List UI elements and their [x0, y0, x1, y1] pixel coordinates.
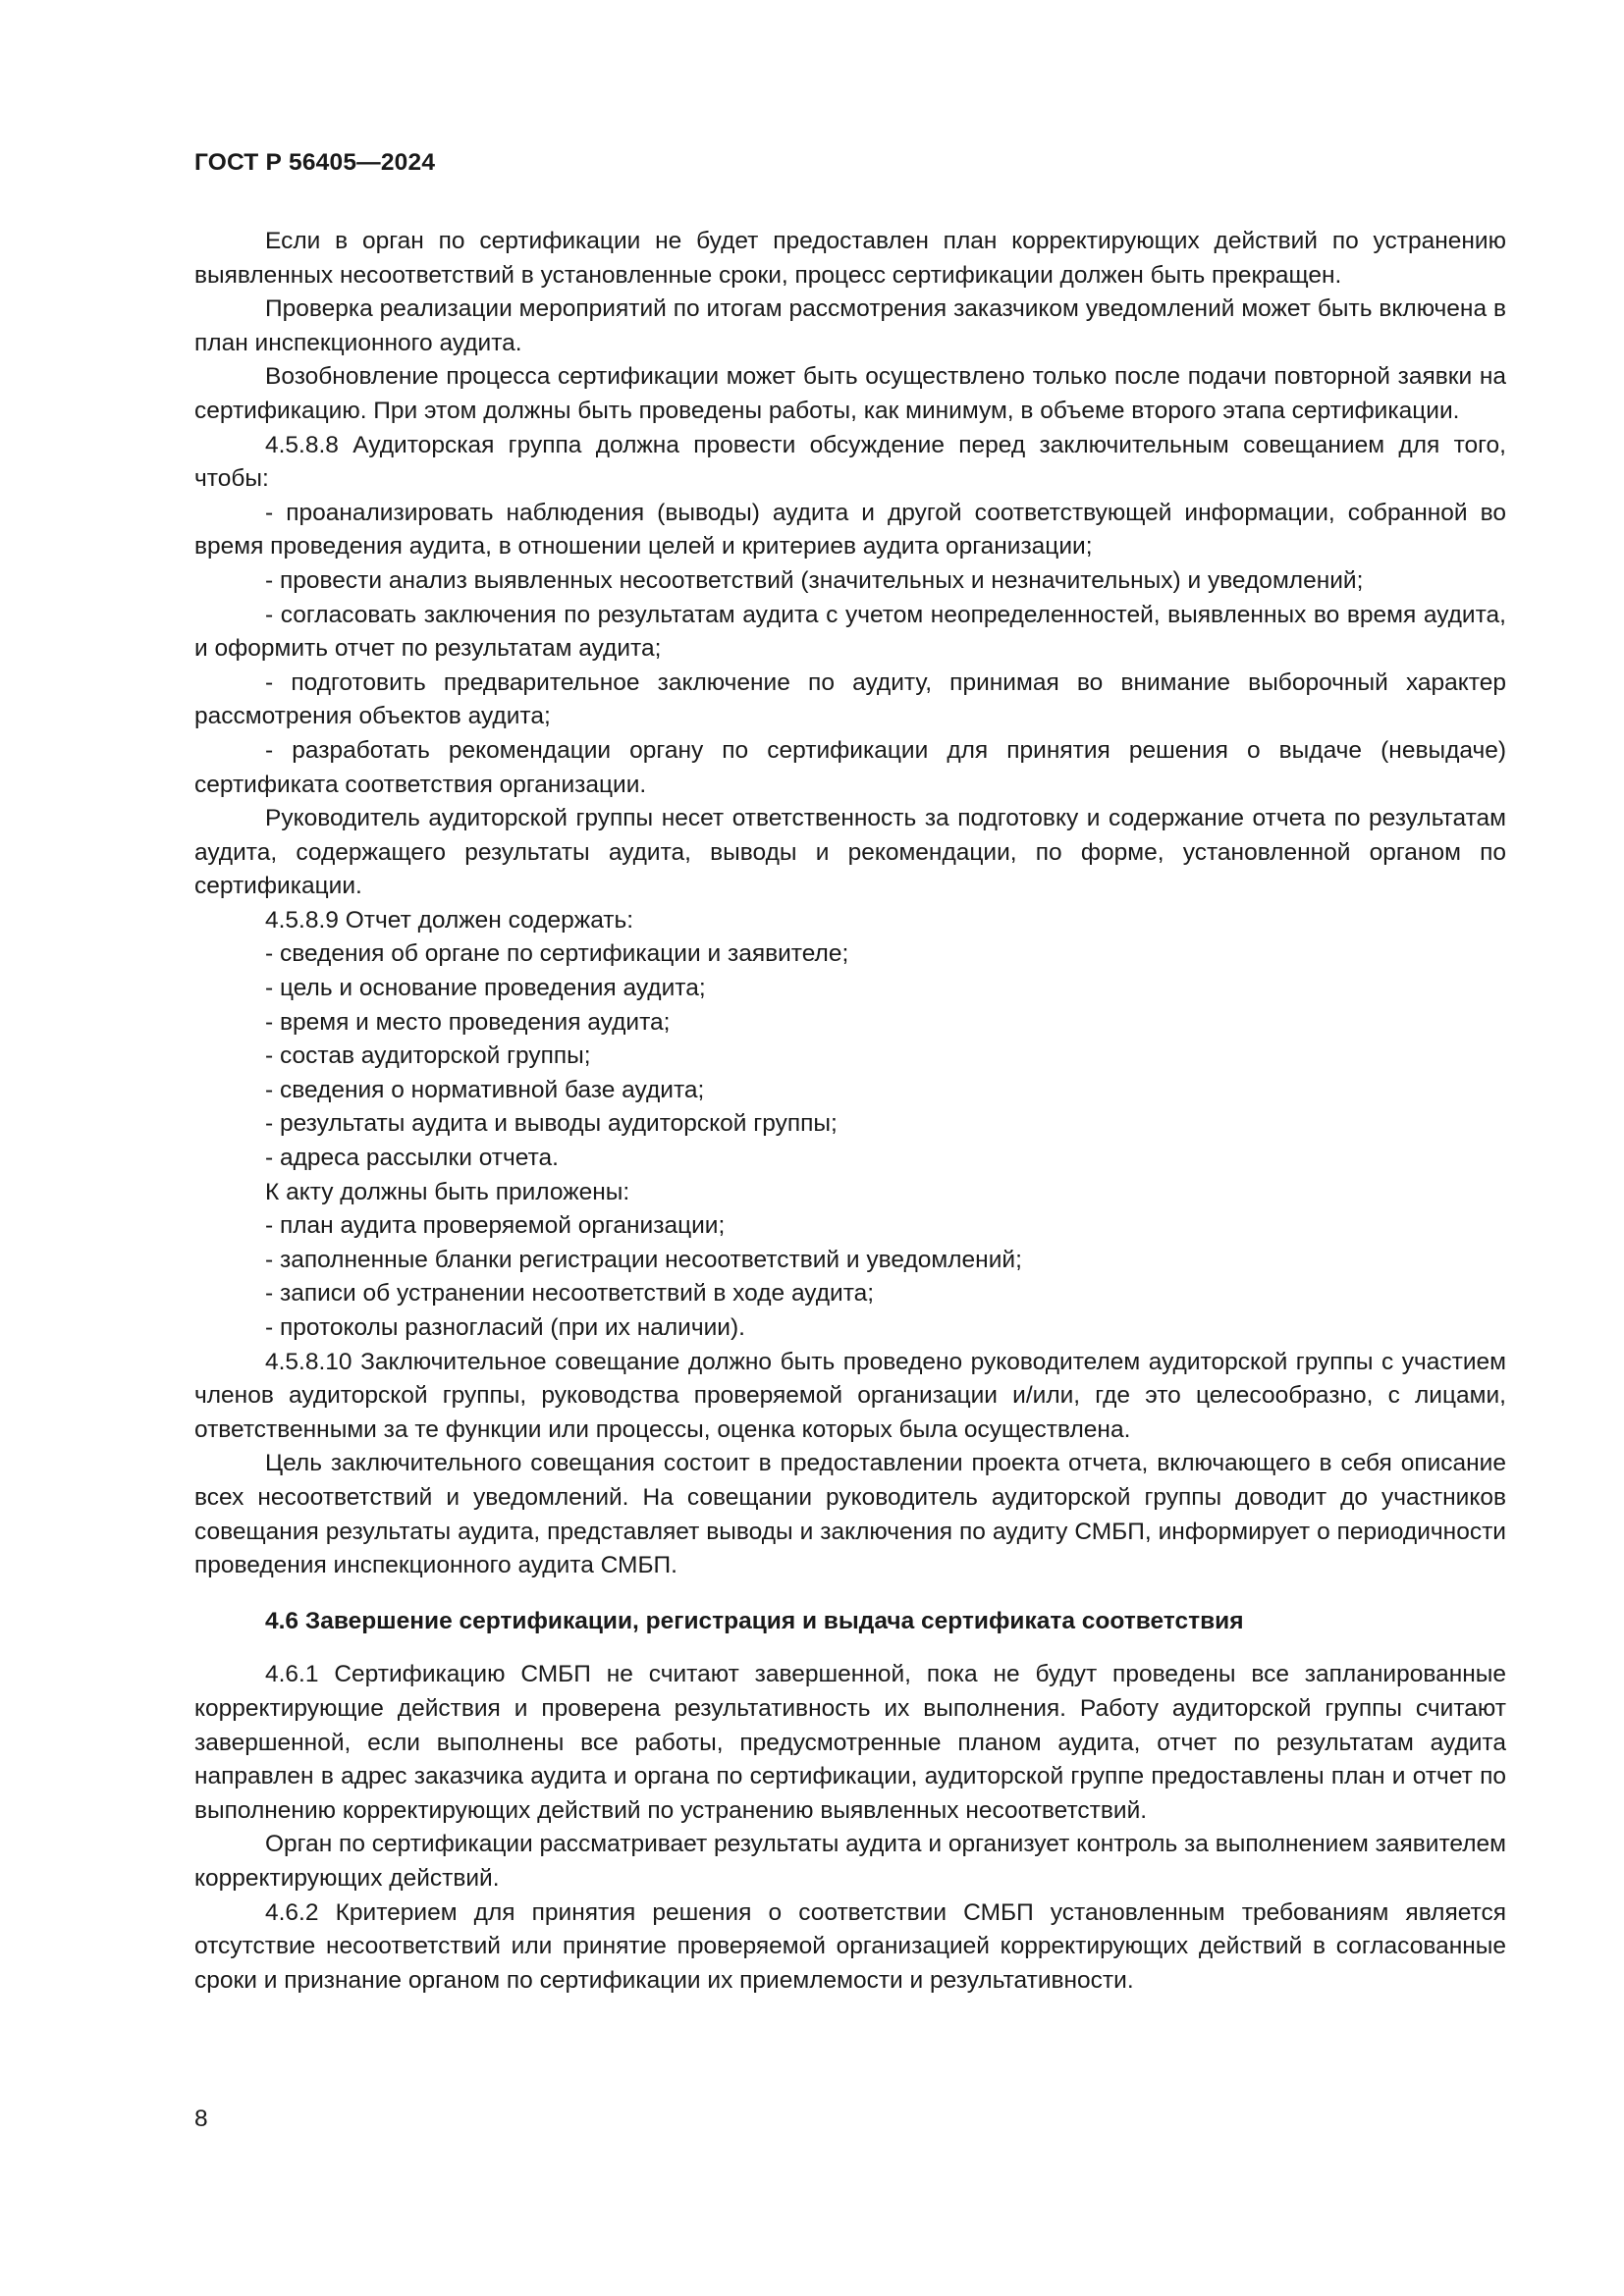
clause-4-6-2: 4.6.2 Критерием для принятия решения о соответствии СМБП установленным требованиям является отсутствие несоответствий или принятие проверяемой организацией корректирующих действий в согласованные сроки и признание органом по сертификации их приемлемости и результативности. [194, 1898, 1506, 1994]
document-body [194, 225, 1506, 1998]
list-item: - состав аудиторской группы; [265, 1042, 591, 1070]
clause-4-5-8-8: 4.5.8.8 Аудиторская группа должна провести обсуждение перед заключительным совещанием для того, чтобы: [194, 431, 1506, 493]
paragraph: Проверка реализации мероприятий по итогам рассмотрения заказчиком уведомлений может быть включена в план инспекционного аудита. [194, 295, 1506, 356]
list-item: - провести анализ выявленных несоответствий (значительных и незначительных) и уведомлений; [265, 566, 1364, 594]
paragraph: Если в орган по сертификации не будет предоставлен план корректирующих действий по устранению выявленных несоответствий в установленные сроки, процесс сертификации должен быть прекращен. [194, 228, 1506, 289]
list-item: - записи об устранении несоответствий в ходе аудита; [265, 1280, 875, 1308]
paragraph: Орган по сертификации рассматривает результаты аудита и организует контроль за выполнением заявителем корректирующих действий. [194, 1831, 1506, 1892]
list-item: - результаты аудита и выводы аудиторской группы; [265, 1110, 838, 1138]
list-item: - протоколы разногласий (при их наличии). [265, 1314, 745, 1341]
list-item: - согласовать заключения по результатам аудита с учетом неопределенностей, выявленных во время аудита, и оформить отчет по результатам аудита; [194, 601, 1506, 663]
list-item: - время и место проведения аудита; [265, 1008, 671, 1036]
list-item: - заполненные бланки регистрации несоответствий и уведомлений; [265, 1246, 1022, 1273]
attachments-intro: К акту должны быть приложены: [265, 1178, 630, 1205]
list-item: - разработать рекомендации органу по сертификации для принятия решения о выдаче (невыдаче) сертификата соответствия организации. [194, 736, 1506, 798]
section-heading-4-6: 4.6 Завершение сертификации, регистрация и выдача сертификата соответствия [265, 1607, 1244, 1634]
list-item: - цель и основание проведения аудита; [265, 975, 706, 1002]
paragraph: Возобновление процесса сертификации может быть осуществлено только после подачи повторной заявки на сертификацию. При этом должны быть проведены работы, как минимум, в объеме второго этапа сертификации. [194, 363, 1506, 424]
paragraph: Руководитель аудиторской группы несет ответственность за подготовку и содержание отчета по результатам аудита, содержащего результаты аудита, выводы и рекомендации, по форме, установленной органом по сертификации. [194, 805, 1506, 900]
clause-4-6-1: 4.6.1 Сертификацию СМБП не считают завершенной, пока не будут проведены все запланированные корректирующие действия и проверена результативность их выполнения. Работу аудиторской группы считают завершенной, если выполнены все работы, предусмотренные планом аудита, отчет по результатам аудита направлен в адрес заказчика аудита и органа по сертификации, аудиторской группе предоставлены план и отчет по выполнению корректирующих действий по устранению выявленных несоответствий. [194, 1661, 1506, 1824]
list-item: - подготовить предварительное заключение по аудиту, принимая во внимание выборочный характер рассмотрения объектов аудита; [194, 668, 1506, 730]
list-item: - сведения об органе по сертификации и заявителе; [265, 940, 849, 968]
page-number: 8 [194, 2106, 208, 2132]
clause-4-5-8-10: 4.5.8.10 Заключительное совещание должно быть проведено руководителем аудиторской группы с участием членов аудиторской группы, руководства проверяемой организации и/или, где это целесообразно, с лицами, ответственными за те функции или процессы, оценка которых была осуществлена. [194, 1348, 1506, 1443]
list-item: - сведения о нормативной базе аудита; [265, 1076, 705, 1103]
clause-4-5-8-9: 4.5.8.9 Отчет должен содержать: [265, 906, 634, 934]
list-item: - проанализировать наблюдения (выводы) аудита и другой соответствующей информации, собранной во время проведения аудита, в отношении целей и критериев аудита организации; [194, 499, 1506, 561]
list-item: - план аудита проверяемой организации; [265, 1212, 726, 1240]
paragraph: Цель заключительного совещания состоит в предоставлении проекта отчета, включающего в себя описание всех несоответствий и уведомлений. На совещании руководитель аудиторской группы доводит до участников совещания результаты аудита, представляет выводы и заключения по аудиту СМБП, информирует о периодичности проведения инспекционного аудита СМБП. [194, 1450, 1506, 1579]
document-header-id: ГОСТ Р 56405—2024 [194, 149, 436, 176]
list-item: - адреса рассылки отчета. [265, 1145, 559, 1172]
